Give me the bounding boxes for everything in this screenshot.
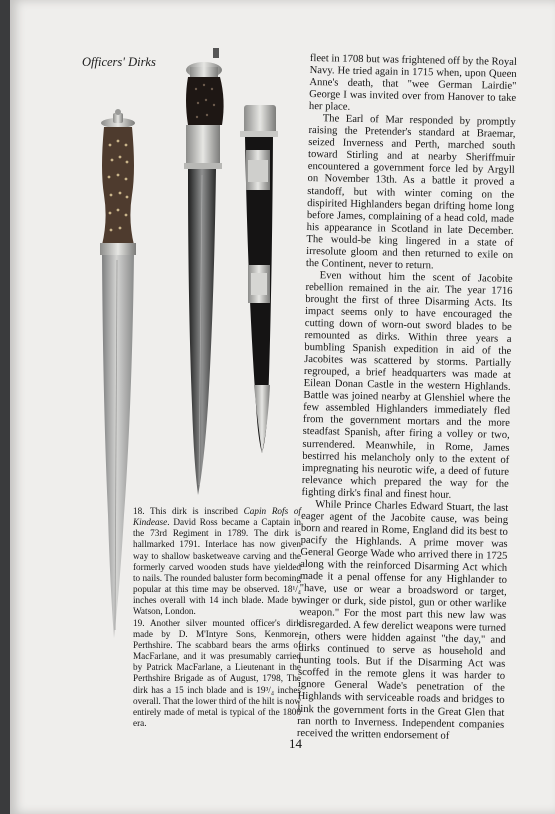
- body-text-column: [297, 53, 517, 744]
- dirk-19: [184, 48, 224, 495]
- body-paragraph-3: Even without him the scent of Jacobite rebellion remained in the air. The year 1716 brought the first of three Disarming Acts. Its impact seems only to have encouraged the cutting down of worn-out sword blades to be remounted as dirks. Within three years a bumbling Spanish expedition in aid of the Jacobites was scattered by storms. Partially regrouped, a brief headquarters was made at Eilean Donan Castle in the western Highlands. Battle was joined nearby at Glenshiel where the few assembled Highlanders immediately fled from the government mortars and the more steadfast Spanish, after firing a volley or two, surrendered. Meanwhile, in Rome, James bestirred his melancholy only to the extent of impregnating his neurotic wife, a deed of future relevance which prepared the way for the fighting dirk's final and finest hour.: [301, 270, 513, 501]
- page-number: 14: [289, 736, 302, 751]
- body-paragraph-2: The Earl of Mar responded by promptly raising the Pretender's standard at Braemar, seized Inverness and Perth, marched south toward Stirling and at nearby Sheriffmuir encountered a government force led by Argyll on November 13th. As a battle it proved a standoff, but with winter coming on the dispirited Highlanders began drifting home long before James, complaining of a head cold, made his appearance in Scotland in late December. The would-be king lingered in a state of irresolute gloom and then returned to exile on the Continent, never to return.: [305, 113, 516, 272]
- caption-18-text: . David Ross became a Captain in the 73rd Regiment in 1789. The dirk is hallmarked 1791. Interlace has now given way to shallow basketweave carving and the formerly carved wooden studs have yielded to nails. The rounded baluster form becoming popular at this time may be observed. 18¹/₄ inches overall with 14 inch blade. Made by Watson, London.: [133, 517, 301, 617]
- caption-fig-19: [133, 618, 301, 730]
- caption-18-inscription: Capin Rofs of Kindease: [133, 506, 301, 528]
- caption-fig-18: [133, 506, 301, 618]
- caption-19-text: Another silver mounted officer's dirk made by D. M'Intyre Sons, Kenmore, Perthshire. The scabbard bears the arms of MacFarlane, and it was presumably carried by Patrick MacFarlane, a Lieutenant in the Perthshire Brigade as of August, 1798, The dirk has a 15 inch blade and is 19³/₄ inches overall. That the lower third of the hilt is now entirely made of metal is typical of the 1800 era.: [133, 617, 301, 728]
- caption-19-number: 19.: [133, 617, 145, 628]
- running-head: Officers' Dirks: [82, 55, 156, 69]
- book-page: [10, 0, 555, 814]
- dirk-18: [100, 109, 136, 638]
- body-paragraph-1: fleet in 1708 but was frightened off by the Royal Navy. He tried again in 1715 when, upon Queen Anne's death, that "wee German Lairdie" George I was invited over from Hanover to take her place.: [308, 53, 517, 113]
- scabbard-19: [240, 105, 278, 453]
- caption-18-number: 18.: [133, 506, 145, 516]
- caption-18-lead: This dirk is inscribed: [150, 506, 244, 516]
- body-paragraph-4: While Prince Charles Edward Stuart, the last eager agent of the Jacobite cause, was being born and reared in Rome, England did its best to pacify the Highlands. A prime mover was General George Wade who arrived there in 1725 along with the reinforced Disarming Act which made it a penal offense for any Highlander to "have, use or wear a broadsword or target, winger or durk, side pistol, gun or other warlike weapon." For the most part this new law was disregarded. A few derelict weapons were turned in, others were hidden against "the day," and dirks continued to serve as household and hunting tools. But if the Disarming Act was scoffed in the remote glens it was harder to ignore General Wade's penetration of the Highlands with serviceable roads and bridges to link the government forts in the Great Glen that ran north to Inverness. Independent companies received the written endorsement of: [296, 498, 509, 742]
- figure-caption: [133, 506, 301, 729]
